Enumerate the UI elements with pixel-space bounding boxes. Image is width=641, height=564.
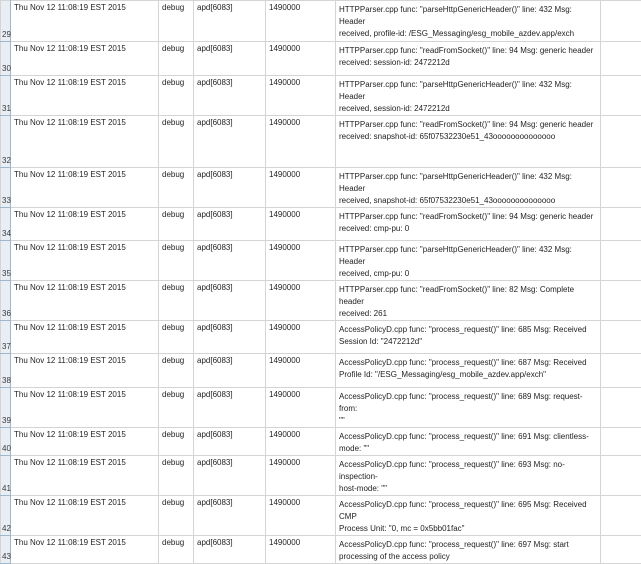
timestamp-cell[interactable]: Thu Nov 12 11:08:19 EST 2015 — [11, 168, 159, 208]
message-line: Profile Id: "/ESG_Messaging/esg_mobile_azdev.app/exch" — [339, 370, 546, 379]
table-body — [1, 1, 641, 564]
table-row — [1, 168, 641, 208]
message-line: "" — [339, 416, 345, 425]
message-line: received: snapshot-id: 65f07532230e51_43oooooooooooooo — [339, 132, 556, 141]
message-line: HTTPParser.cpp func: "readFromSocket()" line: 94 Msg: generic header — [339, 120, 594, 129]
row-header[interactable]: 29 — [1, 1, 11, 42]
id-cell[interactable]: 1490000 — [266, 354, 336, 388]
empty-cell[interactable] — [601, 456, 641, 496]
process-cell[interactable]: apd[6083] — [194, 168, 266, 208]
level-cell[interactable]: debug — [159, 42, 194, 76]
id-cell[interactable]: 1490000 — [266, 321, 336, 354]
level-cell[interactable]: debug — [159, 388, 194, 428]
timestamp-cell[interactable]: Thu Nov 12 11:08:19 EST 2015 — [11, 281, 159, 321]
process-cell[interactable]: apd[6083] — [194, 116, 266, 168]
level-cell[interactable]: debug — [159, 208, 194, 241]
timestamp-cell[interactable]: Thu Nov 12 11:08:19 EST 2015 — [11, 496, 159, 536]
row-header[interactable]: 41 — [1, 456, 11, 496]
table-row — [1, 321, 641, 354]
empty-cell[interactable] — [601, 428, 641, 456]
process-cell[interactable]: apd[6083] — [194, 208, 266, 241]
message-cell[interactable] — [336, 388, 601, 428]
message-line: received, profile-id: /ESG_Messaging/esg_mobile_azdev.app/exch — [339, 29, 575, 38]
id-cell[interactable]: 1490000 — [266, 496, 336, 536]
message-cell[interactable] — [336, 76, 601, 116]
process-cell[interactable]: apd[6083] — [194, 536, 266, 564]
level-cell[interactable]: debug — [159, 321, 194, 354]
row-header[interactable]: 38 — [1, 354, 11, 388]
table-row — [1, 496, 641, 536]
message-line: HTTPParser.cpp func: "readFromSocket()" line: 82 Msg: Complete header — [339, 285, 575, 306]
row-header[interactable]: 37 — [1, 321, 11, 354]
empty-cell[interactable] — [601, 388, 641, 428]
message-line: processing of the access policy — [339, 552, 450, 561]
message-line: AccessPolicyD.cpp func: "process_request()" line: 689 Msg: request-from: — [339, 392, 583, 413]
message-line: HTTPParser.cpp func: "parseHttpGenericHeader()" line: 432 Msg: Header — [339, 80, 572, 101]
timestamp-cell[interactable]: Thu Nov 12 11:08:19 EST 2015 — [11, 76, 159, 116]
timestamp-cell[interactable]: Thu Nov 12 11:08:19 EST 2015 — [11, 1, 159, 42]
message-cell[interactable] — [336, 496, 601, 536]
id-cell[interactable]: 1490000 — [266, 241, 336, 281]
empty-cell[interactable] — [601, 42, 641, 76]
message-line: HTTPParser.cpp func: "parseHttpGenericHeader()" line: 432 Msg: Header — [339, 172, 572, 193]
process-cell[interactable]: apd[6083] — [194, 281, 266, 321]
message-cell[interactable] — [336, 428, 601, 456]
row-header[interactable]: 34 — [1, 208, 11, 241]
id-cell[interactable]: 1490000 — [266, 76, 336, 116]
row-header[interactable]: 40 — [1, 428, 11, 456]
message-line: AccessPolicyD.cpp func: "process_request()" line: 695 Msg: Received CMP — [339, 500, 587, 521]
table-row — [1, 536, 641, 564]
empty-cell[interactable] — [601, 354, 641, 388]
level-cell[interactable]: debug — [159, 536, 194, 564]
id-cell[interactable]: 1490000 — [266, 388, 336, 428]
row-header[interactable]: 33 — [1, 168, 11, 208]
row-header[interactable]: 35 — [1, 241, 11, 281]
empty-cell[interactable] — [601, 241, 641, 281]
id-cell[interactable]: 1490000 — [266, 281, 336, 321]
timestamp-cell[interactable]: Thu Nov 12 11:08:19 EST 2015 — [11, 388, 159, 428]
timestamp-cell[interactable]: Thu Nov 12 11:08:19 EST 2015 — [11, 354, 159, 388]
message-line: HTTPParser.cpp func: "readFromSocket()" line: 94 Msg: generic header — [339, 212, 594, 221]
id-cell[interactable]: 1490000 — [266, 208, 336, 241]
empty-cell[interactable] — [601, 536, 641, 564]
message-cell[interactable] — [336, 1, 601, 42]
message-cell[interactable] — [336, 281, 601, 321]
message-line: Session Id: "2472212d" — [339, 337, 423, 346]
id-cell[interactable]: 1490000 — [266, 42, 336, 76]
table-row — [1, 428, 641, 456]
table-row — [1, 241, 641, 281]
message-line: received, cmp-pu: 0 — [339, 269, 410, 278]
message-line: received: cmp-pu: 0 — [339, 224, 410, 233]
message-cell[interactable] — [336, 321, 601, 354]
row-header[interactable]: 30 — [1, 42, 11, 76]
timestamp-cell[interactable]: Thu Nov 12 11:08:19 EST 2015 — [11, 456, 159, 496]
id-cell[interactable]: 1490000 — [266, 428, 336, 456]
level-cell[interactable]: debug — [159, 281, 194, 321]
message-line: AccessPolicyD.cpp func: "process_request()" line: 693 Msg: no-inspection- — [339, 460, 565, 481]
level-cell[interactable]: debug — [159, 116, 194, 168]
message-cell[interactable] — [336, 536, 601, 564]
row-header[interactable]: 43 — [1, 536, 11, 564]
table-row — [1, 208, 641, 241]
message-line: HTTPParser.cpp func: "parseHttpGenericHeader()" line: 432 Msg: Header — [339, 245, 572, 266]
message-line: HTTPParser.cpp func: "readFromSocket()" line: 94 Msg: generic header — [339, 46, 594, 55]
id-cell[interactable]: 1490000 — [266, 456, 336, 496]
level-cell[interactable]: debug — [159, 241, 194, 281]
process-cell[interactable]: apd[6083] — [194, 456, 266, 496]
row-header[interactable]: 42 — [1, 496, 11, 536]
level-cell[interactable]: debug — [159, 456, 194, 496]
process-cell[interactable]: apd[6083] — [194, 42, 266, 76]
table-row — [1, 388, 641, 428]
level-cell[interactable]: debug — [159, 428, 194, 456]
process-cell[interactable]: apd[6083] — [194, 388, 266, 428]
message-cell[interactable] — [336, 241, 601, 281]
table-row — [1, 281, 641, 321]
message-line: host-mode: "" — [339, 484, 387, 493]
id-cell[interactable]: 1490000 — [266, 168, 336, 208]
message-cell[interactable] — [336, 208, 601, 241]
empty-cell[interactable] — [601, 208, 641, 241]
message-line: AccessPolicyD.cpp func: "process_request()" line: 697 Msg: start — [339, 540, 569, 549]
empty-cell[interactable] — [601, 168, 641, 208]
message-cell[interactable] — [336, 42, 601, 76]
process-cell[interactable]: apd[6083] — [194, 321, 266, 354]
message-cell[interactable] — [336, 354, 601, 388]
empty-cell[interactable] — [601, 281, 641, 321]
empty-cell[interactable] — [601, 496, 641, 536]
timestamp-cell[interactable]: Thu Nov 12 11:08:19 EST 2015 — [11, 116, 159, 168]
timestamp-cell[interactable]: Thu Nov 12 11:08:19 EST 2015 — [11, 536, 159, 564]
message-line: received: session-id: 2472212d — [339, 58, 450, 67]
table-row — [1, 116, 641, 168]
timestamp-cell[interactable]: Thu Nov 12 11:08:19 EST 2015 — [11, 42, 159, 76]
timestamp-cell[interactable]: Thu Nov 12 11:08:19 EST 2015 — [11, 321, 159, 354]
timestamp-cell[interactable]: Thu Nov 12 11:08:19 EST 2015 — [11, 428, 159, 456]
table-row — [1, 354, 641, 388]
id-cell[interactable]: 1490000 — [266, 1, 336, 42]
id-cell[interactable]: 1490000 — [266, 536, 336, 564]
message-line: HTTPParser.cpp func: "parseHttpGenericHeader()" line: 432 Msg: Header — [339, 5, 572, 26]
level-cell[interactable]: debug — [159, 1, 194, 42]
message-line: mode: "" — [339, 444, 370, 453]
message-line: received, snapshot-id: 65f07532230e51_43oooooooooooooo — [339, 196, 556, 205]
level-cell[interactable]: debug — [159, 168, 194, 208]
empty-cell[interactable] — [601, 76, 641, 116]
message-cell[interactable] — [336, 168, 601, 208]
message-line: received, session-id: 2472212d — [339, 104, 450, 113]
level-cell[interactable]: debug — [159, 496, 194, 536]
process-cell[interactable]: apd[6083] — [194, 241, 266, 281]
message-line: AccessPolicyD.cpp func: "process_request()" line: 687 Msg: Received — [339, 358, 587, 367]
message-cell[interactable] — [336, 456, 601, 496]
process-cell[interactable]: apd[6083] — [194, 354, 266, 388]
process-cell[interactable]: apd[6083] — [194, 1, 266, 42]
message-line: received: 261 — [339, 309, 388, 318]
message-line: Process Unit: "0, mc = 0x5bb01fac" — [339, 524, 465, 533]
table-row — [1, 42, 641, 76]
message-line: AccessPolicyD.cpp func: "process_request()" line: 691 Msg: clientless- — [339, 432, 589, 441]
process-cell[interactable]: apd[6083] — [194, 496, 266, 536]
row-header[interactable]: 36 — [1, 281, 11, 321]
row-header[interactable]: 31 — [1, 76, 11, 116]
empty-cell[interactable] — [601, 1, 641, 42]
level-cell[interactable]: debug — [159, 76, 194, 116]
id-cell[interactable]: 1490000 — [266, 116, 336, 168]
table-row — [1, 1, 641, 42]
timestamp-cell[interactable]: Thu Nov 12 11:08:19 EST 2015 — [11, 241, 159, 281]
row-header[interactable]: 39 — [1, 388, 11, 428]
empty-cell[interactable] — [601, 116, 641, 168]
process-cell[interactable]: apd[6083] — [194, 428, 266, 456]
empty-cell[interactable] — [601, 321, 641, 354]
row-header[interactable]: 32 — [1, 116, 11, 168]
process-cell[interactable]: apd[6083] — [194, 76, 266, 116]
table-row — [1, 76, 641, 116]
level-cell[interactable]: debug — [159, 354, 194, 388]
message-line: AccessPolicyD.cpp func: "process_request()" line: 685 Msg: Received — [339, 325, 587, 334]
timestamp-cell[interactable]: Thu Nov 12 11:08:19 EST 2015 — [11, 208, 159, 241]
table-row — [1, 456, 641, 496]
message-cell[interactable] — [336, 116, 601, 168]
